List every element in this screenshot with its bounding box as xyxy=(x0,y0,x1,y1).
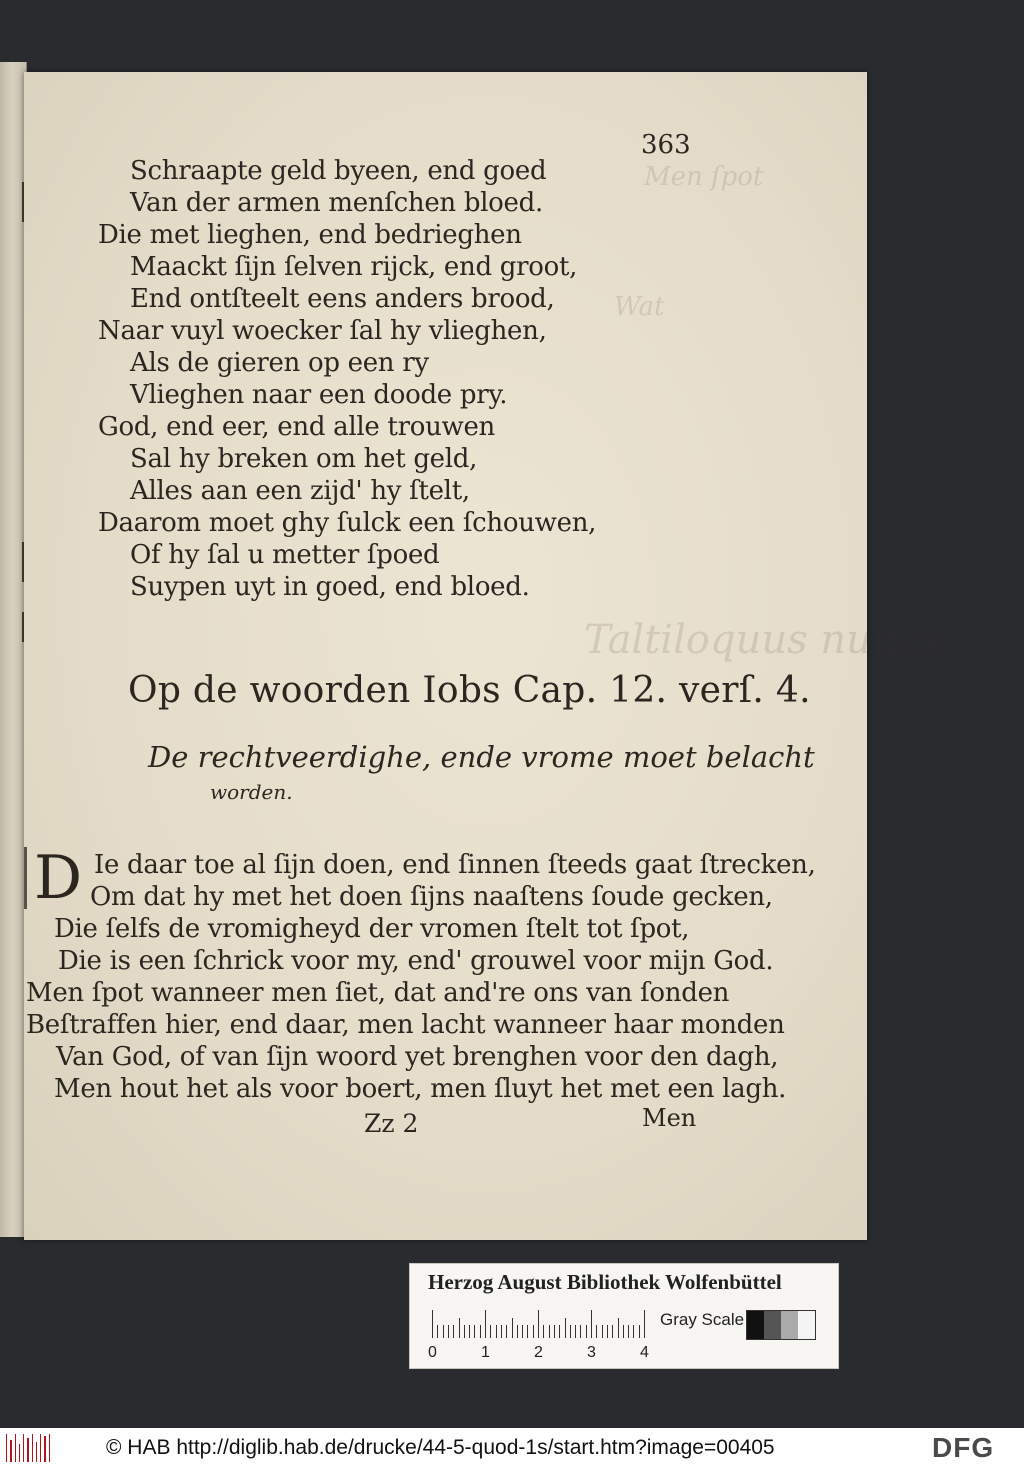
show-through-text: Wat xyxy=(614,292,665,322)
catchword: Men xyxy=(642,1104,697,1132)
signature-mark: Zz 2 xyxy=(364,1109,419,1138)
ruler-tick xyxy=(575,1325,576,1338)
poem-line: Van der armen menſchen bloed. xyxy=(130,188,543,218)
poem-line: Naar vuyl woecker ſal hy vlieghen, xyxy=(98,316,547,346)
ruler-tick xyxy=(644,1310,645,1338)
drop-cap: D xyxy=(24,847,89,909)
ruler-tick xyxy=(623,1325,624,1338)
body-line: Men ſpot wanneer men ſiet, dat and're ons van ſonden xyxy=(26,978,730,1008)
ruler-tick xyxy=(565,1318,566,1338)
body-line: Beſtraffen hier, end daar, men lacht wanneer haar monden xyxy=(26,1010,785,1040)
poem-line: Vlieghen naar een doode pry. xyxy=(130,380,508,410)
show-through-text: Men ſpot xyxy=(644,162,764,192)
show-through-text: Taltiloquus nugas xyxy=(584,617,942,663)
ruler-tick xyxy=(453,1325,454,1338)
gray-swatch xyxy=(798,1311,815,1339)
ruler-tick xyxy=(543,1325,544,1338)
ruler-tick xyxy=(580,1325,581,1338)
ruler-tick xyxy=(607,1325,608,1338)
poem-line: Schraapte geld byeen, end goed xyxy=(130,156,547,186)
poem-line: Sal hy breken om het geld, xyxy=(130,444,478,474)
poem-line: Alles aan een zijd' hy ſtelt, xyxy=(130,476,470,506)
ruler-tick xyxy=(633,1325,634,1338)
ruler-tick xyxy=(586,1325,587,1338)
ruler-number: 0 xyxy=(428,1344,437,1361)
ruler-tick xyxy=(485,1310,486,1338)
ruler-tick xyxy=(517,1325,518,1338)
ruler-tick xyxy=(496,1325,497,1338)
ruler-tick xyxy=(639,1325,640,1338)
body-line: Om dat hy met het doen ſijns naaſtens ſoude gecken, xyxy=(90,882,773,912)
ruler-tick xyxy=(501,1325,502,1338)
ruler-number: 4 xyxy=(640,1344,649,1361)
ruler xyxy=(432,1310,646,1338)
ruler-tick xyxy=(533,1325,534,1338)
ruler-tick xyxy=(448,1325,449,1338)
ruler-tick xyxy=(570,1325,571,1338)
footer-bar xyxy=(0,1428,1024,1467)
poem-line: Als de gieren op een ry xyxy=(130,348,429,378)
body-line: Van God, of van ſijn woord yet brenghen voor den dagh, xyxy=(56,1042,779,1072)
ruler-tick xyxy=(554,1325,555,1338)
body-line: Die ſelfs de vromigheyd der vromen ſtelt tot ſpot, xyxy=(54,914,690,944)
margin-mark xyxy=(22,612,24,642)
ruler-tick xyxy=(437,1325,438,1338)
ruler-number: 2 xyxy=(534,1344,543,1361)
ruler-tick xyxy=(538,1310,539,1338)
section-heading: Op de woorden Iobs Cap. 12. verſ. 4. xyxy=(128,670,811,711)
ruler-number: 3 xyxy=(587,1344,596,1361)
ruler-tick xyxy=(490,1325,491,1338)
ruler-tick xyxy=(474,1325,475,1338)
section-subheading: De rechtveerdighe, ende vrome moet belacht xyxy=(148,740,815,774)
body-line: Men hout het als voor boert, men ſluyt het met een lagh. xyxy=(54,1074,787,1104)
ruler-tick xyxy=(549,1325,550,1338)
ruler-tick xyxy=(480,1325,481,1338)
scanned-page xyxy=(24,72,942,1240)
ruler-tick xyxy=(506,1325,507,1338)
poem-line: Maackt ſijn ſelven rijck, end groot, xyxy=(130,252,578,282)
ruler-tick xyxy=(602,1325,603,1338)
ruler-tick xyxy=(591,1310,592,1338)
ruler-tick xyxy=(618,1318,619,1338)
gray-scale-label: Gray Scale xyxy=(660,1310,745,1329)
ruler-tick xyxy=(596,1325,597,1338)
card-title: Herzog August Bibliothek Wolfenbüttel xyxy=(428,1270,782,1294)
poem-line: Suypen uyt in goed, end bloed. xyxy=(130,572,530,602)
library-logo-icon xyxy=(6,1434,50,1462)
gray-scale-swatches xyxy=(746,1310,816,1340)
margin-mark xyxy=(22,542,24,582)
poem-line: God, end eer, end alle trouwen xyxy=(98,412,495,442)
ruler-tick xyxy=(469,1325,470,1338)
ruler-tick xyxy=(512,1318,513,1338)
source-url[interactable]: © HAB http://diglib.hab.de/drucke/44-5-quod-1s/start.htm?image=00405 xyxy=(106,1436,775,1459)
ruler-tick xyxy=(628,1325,629,1338)
poem-line: End ontſteelt eens anders brood, xyxy=(130,284,555,314)
ruler-number: 1 xyxy=(481,1344,490,1361)
poem-line: Die met lieghen, end bedrieghen xyxy=(98,220,522,250)
ruler-tick xyxy=(432,1310,433,1338)
margin-mark xyxy=(22,182,24,222)
ruler-tick xyxy=(612,1325,613,1338)
body-line: Die is een ſchrick voor my, end' grouwel voor mijn God. xyxy=(58,946,774,976)
page-number: 363 xyxy=(641,130,691,160)
dfg-logo: DFG xyxy=(932,1432,995,1463)
gray-swatch xyxy=(764,1311,781,1339)
ruler-tick xyxy=(527,1325,528,1338)
body-line: Ie daar toe al ſijn doen, end ſinnen ſteeds gaat ſtrecken, xyxy=(94,850,816,880)
gray-swatch xyxy=(747,1311,764,1339)
ruler-tick xyxy=(464,1325,465,1338)
section-subheading-continued: worden. xyxy=(210,780,293,804)
poem-line: Daarom moet ghy ſulck een ſchouwen, xyxy=(98,508,597,538)
ruler-tick xyxy=(522,1325,523,1338)
ruler-tick xyxy=(443,1325,444,1338)
gray-swatch xyxy=(781,1311,798,1339)
color-reference-card xyxy=(409,1263,839,1369)
ruler-tick xyxy=(459,1318,460,1338)
left-page-edge xyxy=(0,62,27,1237)
ruler-tick xyxy=(559,1325,560,1338)
poem-line: Of hy ſal u metter ſpoed xyxy=(130,540,440,570)
